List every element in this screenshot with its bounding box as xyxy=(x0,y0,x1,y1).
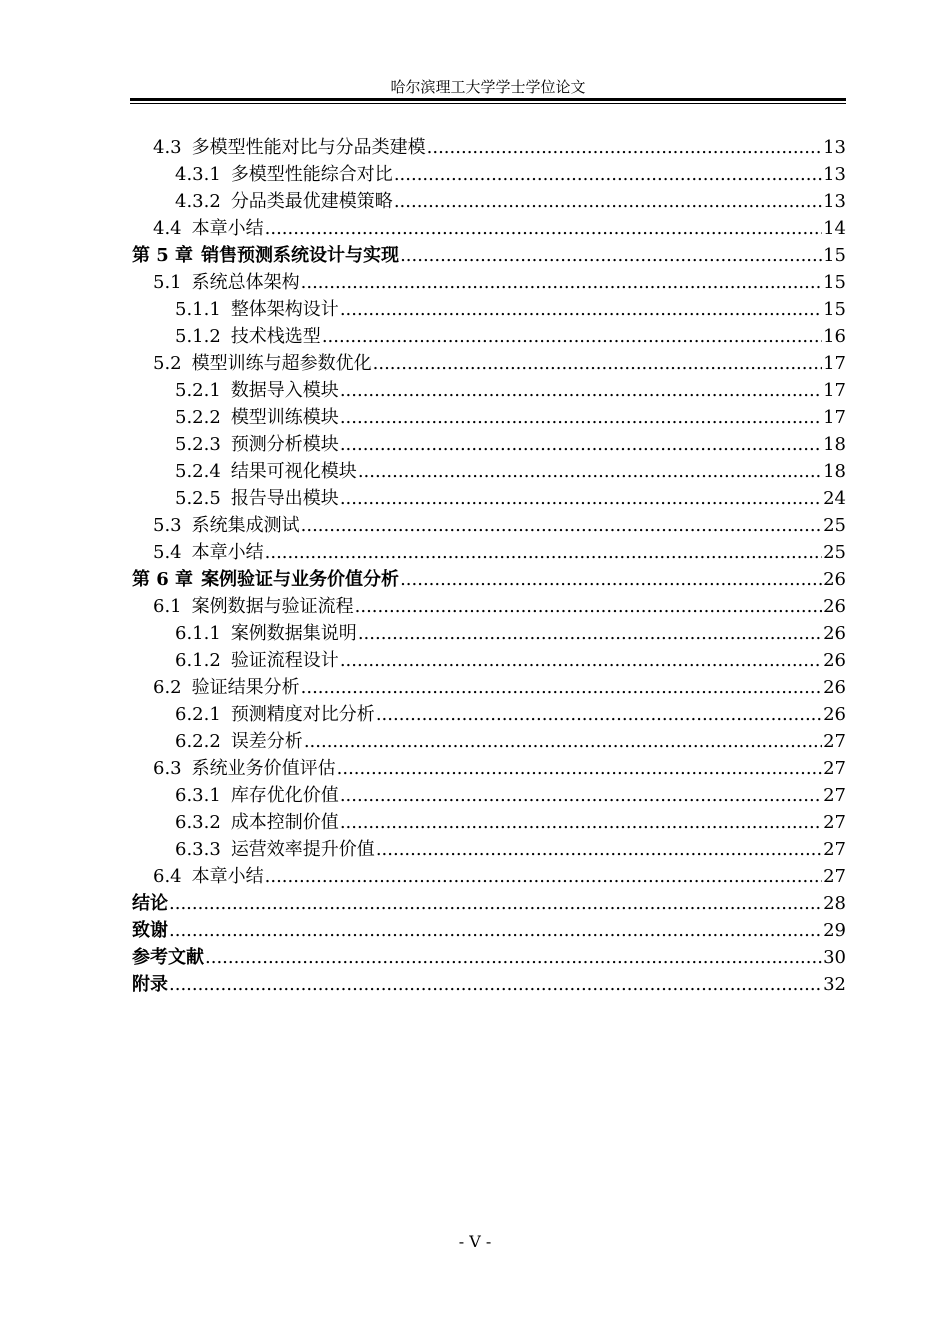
toc-dot-leader xyxy=(265,218,822,240)
toc-dot-leader xyxy=(340,812,822,834)
toc-dot-leader xyxy=(340,488,822,510)
toc-entry-title: 系统集成测试 xyxy=(191,515,300,536)
toc-entry[interactable] xyxy=(132,888,846,915)
toc-entry[interactable] xyxy=(132,483,846,510)
toc-entry-page: 27 xyxy=(823,812,846,833)
toc-entry-page: 13 xyxy=(823,191,846,212)
toc-entry-title: 分品类最优建模策略 xyxy=(230,191,393,212)
page-number: - V - xyxy=(458,1232,492,1251)
toc-entry-title: 成本控制价值 xyxy=(230,812,339,833)
toc-dot-leader xyxy=(373,353,822,375)
toc-entry[interactable] xyxy=(132,753,846,780)
toc-entry[interactable] xyxy=(132,375,846,402)
table-of-contents xyxy=(132,132,846,996)
toc-entry[interactable] xyxy=(132,807,846,834)
toc-entry-title: 误差分析 xyxy=(230,731,303,752)
toc-entry-number: 4.3 xyxy=(153,137,182,158)
toc-entry-title: 多模型性能综合对比 xyxy=(230,164,393,185)
toc-entry-number: 5.2.4 xyxy=(175,461,221,482)
toc-entry-page: 25 xyxy=(823,515,846,536)
toc-entry-title: 运营效率提升价值 xyxy=(230,839,375,860)
toc-entry-title: 结论 xyxy=(132,893,168,914)
toc-dot-leader xyxy=(301,515,822,537)
toc-entry-number: 5.1.2 xyxy=(175,326,221,347)
toc-entry-title: 结果可视化模块 xyxy=(230,461,357,482)
toc-entry[interactable] xyxy=(132,348,846,375)
toc-entry-page: 27 xyxy=(823,866,846,887)
toc-dot-leader xyxy=(394,164,822,186)
header-rule-thin xyxy=(130,103,846,104)
toc-entry-number: 6.2.1 xyxy=(175,704,221,725)
toc-entry[interactable] xyxy=(132,132,846,159)
toc-entry-title: 本章小结 xyxy=(191,218,264,239)
toc-entry-title: 致谢 xyxy=(132,920,168,941)
toc-entry-number: 6.3 xyxy=(153,758,182,779)
toc-dot-leader xyxy=(400,245,822,267)
toc-dot-leader xyxy=(301,272,822,294)
toc-dot-leader xyxy=(169,974,822,996)
toc-entry-page: 27 xyxy=(823,758,846,779)
toc-entry[interactable] xyxy=(132,726,846,753)
toc-entry-page: 15 xyxy=(823,299,846,320)
toc-entry[interactable] xyxy=(132,213,846,240)
toc-entry-title: 参考文献 xyxy=(132,947,204,968)
toc-entry-number: 5.2.1 xyxy=(175,380,221,401)
toc-entry-page: 26 xyxy=(823,704,846,725)
toc-entry-page: 15 xyxy=(823,272,846,293)
toc-entry[interactable] xyxy=(132,537,846,564)
toc-entry-page: 15 xyxy=(823,245,846,266)
toc-entry[interactable] xyxy=(132,591,846,618)
toc-dot-leader xyxy=(301,677,822,699)
toc-entry-number: 6.1 xyxy=(153,596,182,617)
toc-dot-leader xyxy=(358,623,822,645)
toc-dot-leader xyxy=(340,434,822,456)
toc-dot-leader xyxy=(169,920,822,942)
toc-entry-title: 模型训练与超参数优化 xyxy=(191,353,372,374)
toc-entry[interactable] xyxy=(132,969,846,996)
toc-entry-title: 系统总体架构 xyxy=(191,272,300,293)
toc-entry-title: 数据导入模块 xyxy=(230,380,339,401)
toc-entry-page: 18 xyxy=(823,461,846,482)
toc-entry-title: 预测精度对比分析 xyxy=(230,704,375,725)
toc-entry-title: 预测分析模块 xyxy=(230,434,339,455)
toc-dot-leader xyxy=(376,839,822,861)
toc-dot-leader xyxy=(340,785,822,807)
toc-entry[interactable] xyxy=(132,294,846,321)
toc-entry-number: 6.2.2 xyxy=(175,731,221,752)
toc-entry-page: 13 xyxy=(823,137,846,158)
toc-dot-leader xyxy=(340,380,822,402)
toc-entry-number: 6.3.1 xyxy=(175,785,221,806)
toc-entry-title: 库存优化价值 xyxy=(230,785,339,806)
toc-entry-page: 27 xyxy=(823,839,846,860)
toc-entry[interactable] xyxy=(132,942,846,969)
toc-entry[interactable] xyxy=(132,564,846,591)
toc-entry-number: 4.4 xyxy=(153,218,182,239)
toc-entry-title: 案例数据与验证流程 xyxy=(191,596,354,617)
toc-dot-leader xyxy=(358,461,822,483)
toc-entry-page: 29 xyxy=(823,920,846,941)
toc-dot-leader xyxy=(340,650,822,672)
toc-entry-number: 4.3.1 xyxy=(175,164,221,185)
toc-entry-page: 26 xyxy=(823,623,846,644)
toc-entry[interactable] xyxy=(132,834,846,861)
toc-entry-number: 6.4 xyxy=(153,866,182,887)
toc-entry-page: 16 xyxy=(823,326,846,347)
toc-entry-title: 报告导出模块 xyxy=(230,488,339,509)
toc-entry-number: 6.3.3 xyxy=(175,839,221,860)
toc-dot-leader xyxy=(169,893,822,915)
header-rule-thick xyxy=(130,98,846,101)
toc-entry[interactable] xyxy=(132,321,846,348)
toc-entry-page: 26 xyxy=(823,650,846,671)
toc-entry-page: 17 xyxy=(823,407,846,428)
toc-entry-page: 25 xyxy=(823,542,846,563)
toc-entry-page: 30 xyxy=(823,947,846,968)
toc-entry-number: 6.1.2 xyxy=(175,650,221,671)
toc-entry-title: 本章小结 xyxy=(191,866,264,887)
toc-entry-page: 17 xyxy=(823,380,846,401)
toc-entry[interactable] xyxy=(132,456,846,483)
toc-entry[interactable] xyxy=(132,645,846,672)
toc-entry-title: 技术栈选型 xyxy=(230,326,321,347)
toc-dot-leader xyxy=(265,866,822,888)
toc-entry[interactable] xyxy=(132,240,846,267)
toc-entry-number: 5.2.3 xyxy=(175,434,221,455)
toc-entry[interactable] xyxy=(132,780,846,807)
toc-entry[interactable] xyxy=(132,510,846,537)
toc-dot-leader xyxy=(337,758,822,780)
toc-entry-title: 模型训练模块 xyxy=(230,407,339,428)
toc-entry-title: 系统业务价值评估 xyxy=(191,758,336,779)
toc-entry-page: 32 xyxy=(823,974,846,995)
toc-entry-number: 第 5 章 xyxy=(132,245,194,266)
toc-entry[interactable] xyxy=(132,159,846,186)
toc-entry-title: 销售预测系统设计与实现 xyxy=(201,245,400,266)
toc-entry-number: 5.4 xyxy=(153,542,182,563)
toc-entry-title: 本章小结 xyxy=(191,542,264,563)
toc-entry[interactable] xyxy=(132,699,846,726)
toc-entry-number: 6.3.2 xyxy=(175,812,221,833)
toc-dot-leader xyxy=(394,191,822,213)
toc-dot-leader xyxy=(340,407,822,429)
toc-entry-page: 18 xyxy=(823,434,846,455)
toc-entry-number: 5.3 xyxy=(153,515,182,536)
toc-dot-leader xyxy=(355,596,822,618)
toc-entry-page: 26 xyxy=(823,596,846,617)
toc-entry-title: 整体架构设计 xyxy=(230,299,339,320)
toc-entry-number: 第 6 章 xyxy=(132,569,194,590)
toc-entry-page: 28 xyxy=(823,893,846,914)
toc-entry-title: 验证结果分析 xyxy=(191,677,300,698)
toc-entry-number: 5.2.2 xyxy=(175,407,221,428)
toc-entry[interactable] xyxy=(132,429,846,456)
toc-dot-leader xyxy=(340,299,822,321)
toc-entry-page: 13 xyxy=(823,164,846,185)
toc-entry-page: 17 xyxy=(823,353,846,374)
toc-dot-leader xyxy=(304,731,822,753)
toc-entry-title: 验证流程设计 xyxy=(230,650,339,671)
toc-entry-page: 27 xyxy=(823,731,846,752)
toc-entry[interactable] xyxy=(132,915,846,942)
toc-entry[interactable] xyxy=(132,618,846,645)
toc-entry-page: 26 xyxy=(823,569,846,590)
toc-entry-number: 6.2 xyxy=(153,677,182,698)
toc-entry[interactable] xyxy=(132,267,846,294)
toc-entry-number: 5.2.5 xyxy=(175,488,221,509)
toc-entry[interactable] xyxy=(132,861,846,888)
toc-entry-title: 多模型性能对比与分品类建模 xyxy=(191,137,426,158)
toc-entry-page: 14 xyxy=(823,218,846,239)
toc-entry-page: 27 xyxy=(823,785,846,806)
toc-entry[interactable] xyxy=(132,186,846,213)
header-rule xyxy=(130,98,846,104)
toc-dot-leader xyxy=(205,947,822,969)
toc-dot-leader xyxy=(376,704,822,726)
toc-entry-number: 4.3.2 xyxy=(175,191,221,212)
toc-entry[interactable] xyxy=(132,402,846,429)
toc-dot-leader xyxy=(400,569,822,591)
toc-entry-title: 案例验证与业务价值分析 xyxy=(201,569,400,590)
toc-entry[interactable] xyxy=(132,672,846,699)
toc-entry-number: 5.1 xyxy=(153,272,182,293)
toc-entry-title: 附录 xyxy=(132,974,168,995)
toc-dot-leader xyxy=(427,137,822,159)
toc-entry-title: 案例数据集说明 xyxy=(230,623,357,644)
toc-dot-leader xyxy=(322,326,822,348)
toc-entry-page: 26 xyxy=(823,677,846,698)
running-header: 哈尔滨理工大学学士学位论文 xyxy=(390,78,586,96)
toc-dot-leader xyxy=(265,542,822,564)
toc-entry-number: 6.1.1 xyxy=(175,623,221,644)
toc-entry-number: 5.2 xyxy=(153,353,182,374)
toc-entry-page: 24 xyxy=(823,488,846,509)
toc-entry-number: 5.1.1 xyxy=(175,299,221,320)
